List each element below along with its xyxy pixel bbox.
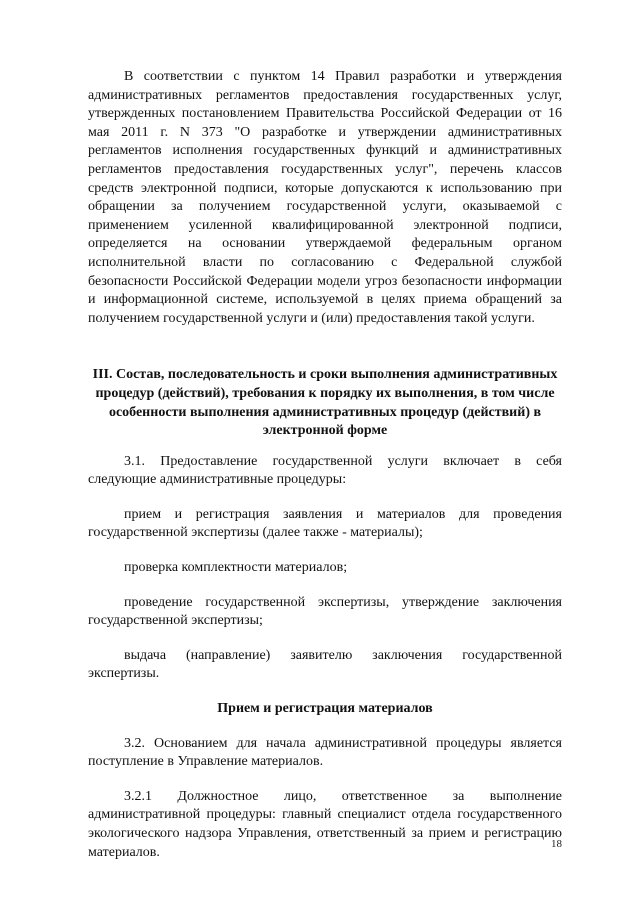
- paragraph-3-2-1: 3.2.1 Должностное лицо, ответственное за выполнение административной процедуры: главный специалист отдела государственного экологического надзора Управления, ответственный за прием и регистрацию материалов.: [88, 788, 562, 860]
- intro-paragraph: В соответствии с пунктом 14 Правил разработки и утверждения административных регламентов предоставления государственных услуг, утвержденных постановлением Правительства Российской Федерации от 16 мая 2011 г. N 373 "О разработке и утверждении административных регламентов исполнения государственных функций и административных регламентов предоставления государственных услуг", перечень классов средств электронной подписи, которые допускаются к использованию при обращении за получением государственной услуги, оказываемой с применением усиленной квалифицированной электронной подписи, определяется на основании утверждаемой федеральным органом исполнительной власти по согласованию с Федеральной службой безопасности Российской Федерации модели угроз безопасности информации и информационной системе, используемой в целях приема обращений за получением государственной услуги и (или) предоставления такой услуги.: [88, 69, 562, 326]
- procedure-item: проверка комплектности материалов;: [124, 560, 348, 576]
- spacer: [88, 684, 562, 700]
- spacer: [88, 772, 562, 788]
- document-page: [88, 68, 562, 862]
- spacer: [88, 631, 562, 647]
- spacer: [88, 441, 562, 453]
- spacer: [88, 543, 562, 559]
- procedure-item: выдача (направление) заявителю заключения государственной экспертизы.: [88, 647, 562, 682]
- page-number: 18: [551, 838, 562, 850]
- spacer: [88, 328, 562, 366]
- procedure-item: проведение государственной экспертизы, утверждение заключения государственной экспертизы;: [88, 594, 562, 629]
- spacer: [88, 719, 562, 735]
- procedure-item: прием и регистрация заявления и материалов для проведения государственной экспертизы (далее также - материалы);: [88, 506, 562, 541]
- spacer: [88, 490, 562, 506]
- paragraph-3-1: 3.1. Предоставление государственной услуги включает в себя следующие административные процедуры:: [88, 453, 562, 488]
- paragraph-3-2: 3.2. Основанием для начала административной процедуры является поступление в Управление материалов.: [88, 735, 562, 770]
- subsection-title: Прием и регистрация материалов: [217, 701, 433, 717]
- section-title: III. Состав, последовательность и сроки выполнения административных процедур (действий), требования к порядку их выполнения, в том числе особенности выполнения административных процедур (действий) в электронной форме: [92, 367, 558, 439]
- spacer: [88, 578, 562, 594]
